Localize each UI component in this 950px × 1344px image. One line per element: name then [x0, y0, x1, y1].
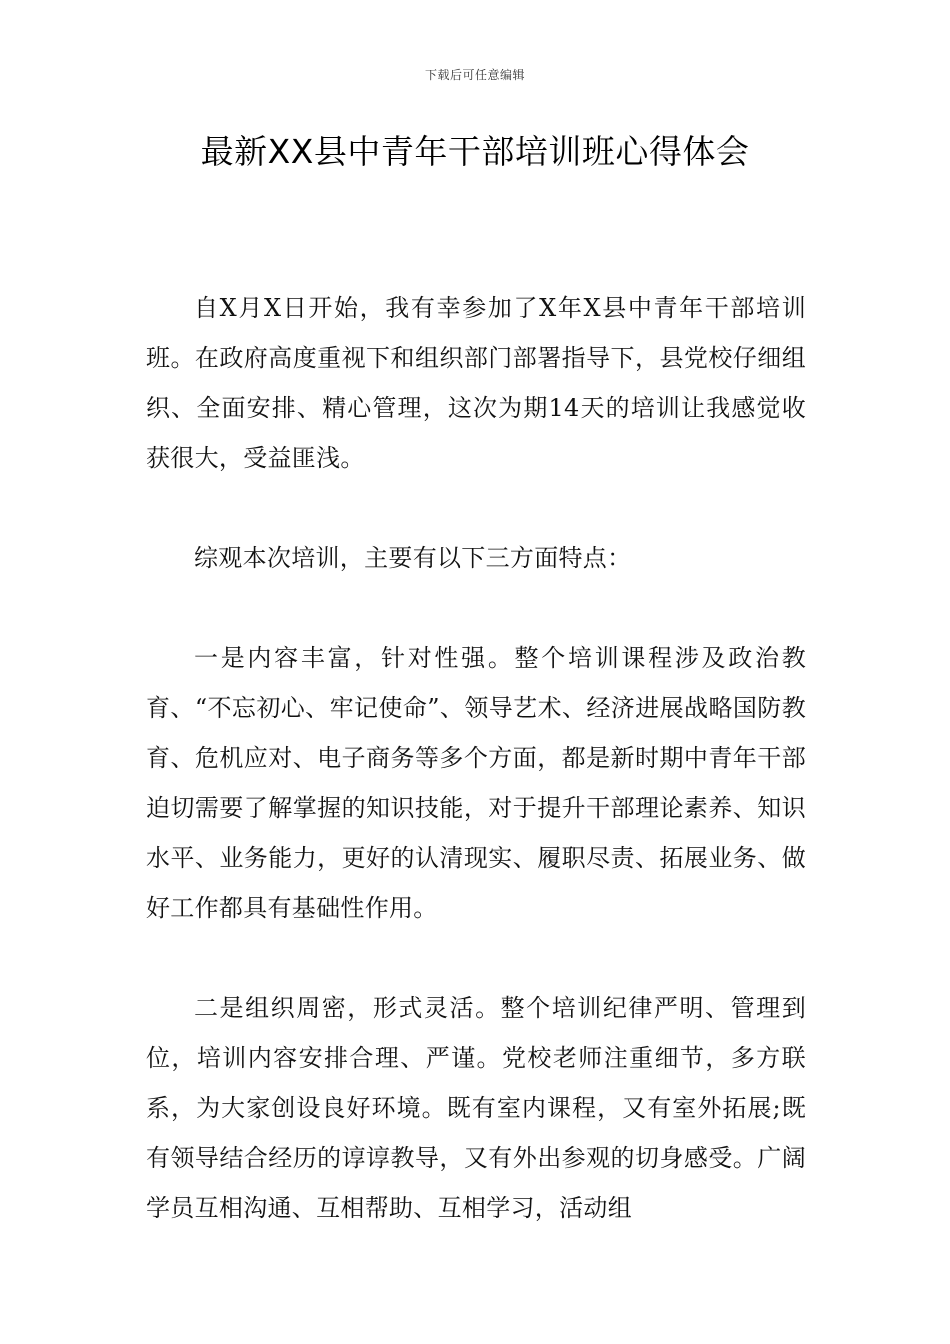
paragraph-intro: 自X月X日开始，我有幸参加了X年X县中青年干部培训班。在政府高度重视下和组织部门部署指导下，县党校仔细组织、全面安排、精心管理，这次为期14天的培训让我感觉收获很大，受益匪浅。: [146, 294, 806, 472]
document-body: [146, 283, 806, 1283]
paragraph-point-two: 二是组织周密，形式灵活。整个培训纪律严明、管理到位，培训内容安排合理、严谨。党校老师注重细节，多方联系，为大家创设良好环境。既有室内课程，又有室外拓展;既有领导结合经历的谆谆教导，又有外出参观的切身感受。广阔学员互相沟通、互相帮助、互相学习，活动组: [146, 994, 806, 1222]
header-note: 下载后可任意编辑: [424, 68, 525, 82]
document-title: 最新XX县中青年干部培训班心得体会: [200, 132, 750, 171]
paragraph-point-one: 一是内容丰富，针对性强。整个培训课程涉及政治教育、“不忘初心、牢记使命”、领导艺术、经济进展战略国防教育、危机应对、电子商务等多个方面，都是新时期中青年干部迫切需要了解掌握的知识技能，对于提升干部理论素养、知识水平、业务能力，更好的认清现实、履职尽责、拓展业务、做好工作都具有基础性作用。: [146, 644, 806, 922]
paragraph-overview: 综观本次培训，主要有以下三方面特点：: [194, 544, 632, 572]
